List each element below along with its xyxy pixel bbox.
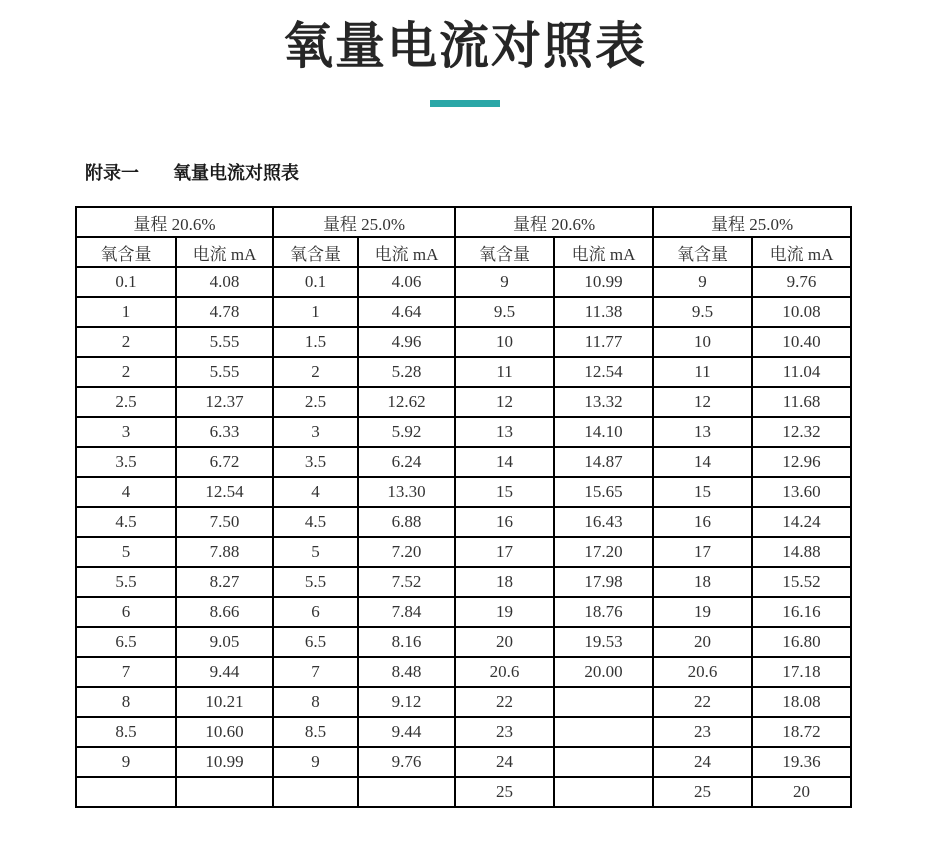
table-cell: 7.50 — [176, 507, 273, 537]
table-cell: 25 — [455, 777, 554, 807]
table-cell: 20.6 — [455, 657, 554, 687]
table-row — [76, 537, 851, 567]
table-cell: 12.32 — [752, 417, 851, 447]
table-row — [76, 297, 851, 327]
table-cell: 4.5 — [76, 507, 176, 537]
appendix-title: 氧量电流对照表 — [173, 163, 299, 183]
table-row — [76, 267, 851, 297]
column-header-row — [76, 237, 851, 267]
table-cell: 11 — [653, 357, 752, 387]
table-cell: 5.55 — [176, 327, 273, 357]
table-cell: 6.33 — [176, 417, 273, 447]
table-cell: 23 — [455, 717, 554, 747]
table-cell: 15.52 — [752, 567, 851, 597]
range-header-cell: 量程 25.0% — [653, 207, 851, 237]
table-cell: 5 — [273, 537, 358, 567]
table-cell: 17.18 — [752, 657, 851, 687]
table-cell: 5.55 — [176, 357, 273, 387]
table-row — [76, 507, 851, 537]
table-cell: 15.65 — [554, 477, 653, 507]
table-cell: 9.05 — [176, 627, 273, 657]
table-cell: 10 — [455, 327, 554, 357]
table-row — [76, 447, 851, 477]
table-cell: 19.53 — [554, 627, 653, 657]
table-cell: 0.1 — [76, 267, 176, 297]
table-cell: 18.76 — [554, 597, 653, 627]
table-cell: 18 — [455, 567, 554, 597]
page-title: 氧量电流对照表 — [283, 18, 647, 74]
table-cell: 10.60 — [176, 717, 273, 747]
table-cell: 1.5 — [273, 327, 358, 357]
table-cell: 13 — [653, 417, 752, 447]
table-cell: 18.08 — [752, 687, 851, 717]
table-cell: 10.99 — [176, 747, 273, 777]
table-cell: 11 — [455, 357, 554, 387]
table-cell: 7 — [76, 657, 176, 687]
table-cell: 9.12 — [358, 687, 455, 717]
table-cell: 7.84 — [358, 597, 455, 627]
table-cell: 7.20 — [358, 537, 455, 567]
table-cell: 4 — [76, 477, 176, 507]
appendix-label: 附录一 — [85, 163, 139, 183]
table-row — [76, 417, 851, 447]
table-cell: 9 — [76, 747, 176, 777]
table-cell: 4.78 — [176, 297, 273, 327]
table-cell: 14.87 — [554, 447, 653, 477]
table-cell: 20 — [752, 777, 851, 807]
table-cell: 6.72 — [176, 447, 273, 477]
table-cell: 17 — [455, 537, 554, 567]
table-cell: 7.52 — [358, 567, 455, 597]
table-cell: 12.37 — [176, 387, 273, 417]
table-cell: 8.5 — [273, 717, 358, 747]
table-cell: 2 — [273, 357, 358, 387]
table-cell: 7.88 — [176, 537, 273, 567]
table-cell: 4.64 — [358, 297, 455, 327]
table-cell: 19 — [653, 597, 752, 627]
table-cell: 22 — [653, 687, 752, 717]
table-row — [76, 597, 851, 627]
table-row — [76, 657, 851, 687]
table-cell: 10.21 — [176, 687, 273, 717]
table-cell: 8.27 — [176, 567, 273, 597]
table-cell: 17 — [653, 537, 752, 567]
range-header-cell: 量程 20.6% — [76, 207, 273, 237]
table-cell: 13.30 — [358, 477, 455, 507]
table-cell: 18.72 — [752, 717, 851, 747]
appendix-heading — [85, 159, 930, 185]
table-cell — [358, 777, 455, 807]
table-cell: 25 — [653, 777, 752, 807]
table-row — [76, 717, 851, 747]
table-cell: 5.5 — [273, 567, 358, 597]
table-cell: 3 — [76, 417, 176, 447]
table-cell: 20.00 — [554, 657, 653, 687]
table-cell: 23 — [653, 717, 752, 747]
table-cell: 8 — [273, 687, 358, 717]
table-cell: 10.40 — [752, 327, 851, 357]
table-cell: 2.5 — [76, 387, 176, 417]
table-cell: 14 — [653, 447, 752, 477]
range-header-cell: 量程 25.0% — [273, 207, 455, 237]
table-cell: 14.10 — [554, 417, 653, 447]
table-cell: 8 — [76, 687, 176, 717]
table-cell: 12.54 — [554, 357, 653, 387]
table-cell: 9 — [653, 267, 752, 297]
table-cell: 1 — [76, 297, 176, 327]
table-row — [76, 387, 851, 417]
table-cell: 5 — [76, 537, 176, 567]
table-cell: 24 — [653, 747, 752, 777]
table-row — [76, 627, 851, 657]
table-cell: 17.98 — [554, 567, 653, 597]
table-cell: 4.06 — [358, 267, 455, 297]
table-cell: 4.96 — [358, 327, 455, 357]
table-row — [76, 777, 851, 807]
table-cell: 9.44 — [358, 717, 455, 747]
column-header-current: 电流 mA — [554, 237, 653, 267]
table-row — [76, 477, 851, 507]
column-header-current: 电流 mA — [358, 237, 455, 267]
table-cell: 12.62 — [358, 387, 455, 417]
table-cell: 6 — [76, 597, 176, 627]
table-cell: 9.44 — [176, 657, 273, 687]
range-header-row — [76, 207, 851, 237]
column-header-oxygen: 氧含量 — [273, 237, 358, 267]
table-cell: 14.24 — [752, 507, 851, 537]
table-cell: 20 — [455, 627, 554, 657]
table-cell: 5.28 — [358, 357, 455, 387]
table-row — [76, 357, 851, 387]
table-cell: 11.38 — [554, 297, 653, 327]
table-cell: 13.60 — [752, 477, 851, 507]
table-cell: 13 — [455, 417, 554, 447]
oxygen-current-table — [75, 206, 852, 808]
column-header-current: 电流 mA — [752, 237, 851, 267]
table-cell: 5.92 — [358, 417, 455, 447]
table-cell: 3.5 — [273, 447, 358, 477]
table-row — [76, 327, 851, 357]
table-cell: 5.5 — [76, 567, 176, 597]
table-cell: 9.76 — [752, 267, 851, 297]
table-cell: 24 — [455, 747, 554, 777]
table-cell: 9 — [455, 267, 554, 297]
table-cell: 6 — [273, 597, 358, 627]
table-row — [76, 687, 851, 717]
table-cell: 16.16 — [752, 597, 851, 627]
table-cell: 3.5 — [76, 447, 176, 477]
table-cell — [176, 777, 273, 807]
table-cell: 4.08 — [176, 267, 273, 297]
table-cell: 10.08 — [752, 297, 851, 327]
table-cell — [554, 717, 653, 747]
table-cell: 14.88 — [752, 537, 851, 567]
table-cell: 11.68 — [752, 387, 851, 417]
table-cell: 4.5 — [273, 507, 358, 537]
table-row — [76, 567, 851, 597]
table-cell: 16.80 — [752, 627, 851, 657]
table-cell: 9.5 — [653, 297, 752, 327]
table-cell: 16 — [653, 507, 752, 537]
table-cell: 18 — [653, 567, 752, 597]
table-cell: 2 — [76, 357, 176, 387]
column-header-oxygen: 氧含量 — [76, 237, 176, 267]
table-cell: 8.66 — [176, 597, 273, 627]
table-cell: 9 — [273, 747, 358, 777]
table-cell: 12.54 — [176, 477, 273, 507]
table-cell: 11.77 — [554, 327, 653, 357]
table-cell: 9.76 — [358, 747, 455, 777]
table-cell: 19.36 — [752, 747, 851, 777]
table-cell — [554, 777, 653, 807]
range-header-cell: 量程 20.6% — [455, 207, 653, 237]
column-header-oxygen: 氧含量 — [455, 237, 554, 267]
table-cell: 12 — [455, 387, 554, 417]
table-cell: 10 — [653, 327, 752, 357]
table-cell: 2 — [76, 327, 176, 357]
table-cell: 10.99 — [554, 267, 653, 297]
table-cell: 11.04 — [752, 357, 851, 387]
table-cell: 13.32 — [554, 387, 653, 417]
table-cell: 22 — [455, 687, 554, 717]
table-cell: 16.43 — [554, 507, 653, 537]
table-cell: 6.5 — [76, 627, 176, 657]
table-cell: 4 — [273, 477, 358, 507]
column-header-oxygen: 氧含量 — [653, 237, 752, 267]
table-cell: 3 — [273, 417, 358, 447]
table-cell: 6.5 — [273, 627, 358, 657]
table-cell: 15 — [653, 477, 752, 507]
table-cell: 16 — [455, 507, 554, 537]
table-cell: 0.1 — [273, 267, 358, 297]
table-cell: 9.5 — [455, 297, 554, 327]
table-cell: 12 — [653, 387, 752, 417]
table-cell: 8.5 — [76, 717, 176, 747]
table-cell: 17.20 — [554, 537, 653, 567]
table-cell: 8.16 — [358, 627, 455, 657]
table-row — [76, 747, 851, 777]
table-cell — [76, 777, 176, 807]
table-cell: 2.5 — [273, 387, 358, 417]
table-cell: 8.48 — [358, 657, 455, 687]
table-cell: 20.6 — [653, 657, 752, 687]
table-cell: 6.24 — [358, 447, 455, 477]
table-cell — [273, 777, 358, 807]
column-header-current: 电流 mA — [176, 237, 273, 267]
table-cell: 20 — [653, 627, 752, 657]
title-divider-bar — [430, 100, 500, 107]
table-body — [76, 267, 851, 807]
table-cell: 6.88 — [358, 507, 455, 537]
table-cell: 14 — [455, 447, 554, 477]
table-cell: 7 — [273, 657, 358, 687]
table-cell — [554, 747, 653, 777]
table-cell: 15 — [455, 477, 554, 507]
table-cell: 19 — [455, 597, 554, 627]
table-cell: 12.96 — [752, 447, 851, 477]
table-cell — [554, 687, 653, 717]
table-cell: 1 — [273, 297, 358, 327]
